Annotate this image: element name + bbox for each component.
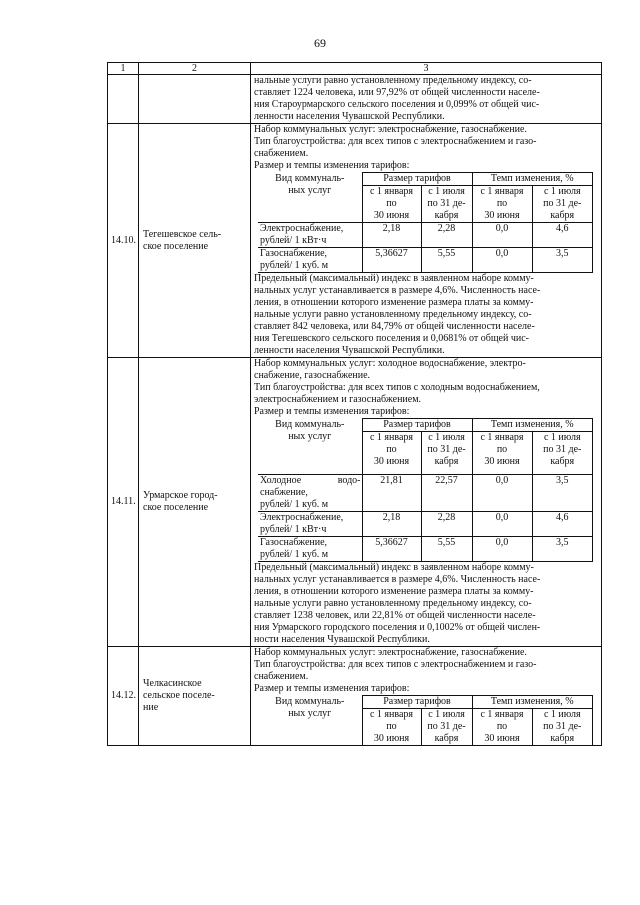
tariff-value: 2,28 [421,223,472,248]
row-number: 14.10. [108,124,139,358]
rate-change-header: Темп изменения, % [472,696,593,709]
tariff-table [258,172,593,273]
rate-value: 0,0 [472,512,532,537]
improvement-type-text: снабжением. [254,671,309,682]
services-set-text: Набор коммунальных услуг: электроснабжение, газоснабжение. [254,647,527,658]
rate-value: 4,6 [532,223,593,248]
name-line: Челкасинское [143,678,202,689]
period-header: с 1 июля по 31 де- кабря [421,186,472,223]
tariff-row [258,512,593,537]
continuation-name-cell [139,75,251,124]
service-name: Газоснабжение, рублей/ 1 куб. м [258,537,362,562]
period-header: с 1 января по 30 июня [362,186,421,223]
rate-value: 3,5 [532,248,593,273]
improvement-type-text: электроснабжением и газоснабжением. [254,394,422,405]
period-header: с 1 июля по 31 де- кабря [532,186,593,223]
tariff-value: 21,81 [362,475,421,512]
period-header: с 1 июля по 31 де- кабря [421,709,472,746]
settlement-row-14-12 [108,647,602,746]
name-line: Тегешевское сель- [143,228,222,240]
period-header: с 1 июля по 31 де- кабря [421,432,472,475]
page-number: 69 [314,36,326,50]
improvement-type-text: Тип благоустройства: для всех типов с электроснабжением и газо- [254,659,537,670]
settlement-row-14-11 [108,358,602,647]
improvement-type-text: снабжением. [254,148,309,159]
improvement-type-text: Тип благоустройства: для всех типов с холодным водоснабжением, [254,382,540,393]
settlement-name [139,358,251,647]
tariff-document-table [107,62,602,746]
tariff-value: 5,55 [421,248,472,273]
service-name: Электроснабжение, рублей/ 1 кВт·ч [258,512,362,537]
settlement-name [139,124,251,358]
text-line: ленности населения Чувашской Республики. [254,111,445,122]
improvement-type-text: Тип благоустройства: для всех типов с электроснабжением и газо- [254,136,537,147]
tariff-value: 2,28 [421,512,472,537]
tariff-row [258,475,593,512]
tariff-value: 22,57 [421,475,472,512]
service-type-header: Вид коммуналь- ных услуг [258,173,362,223]
settlement-details [251,647,602,746]
rate-value: 3,5 [532,475,593,512]
tariff-value: 2,18 [362,223,421,248]
tariff-table [258,695,593,746]
rate-value: 3,5 [532,537,593,562]
period-header: с 1 января по 30 июня [362,709,421,746]
period-header: с 1 июля по 31 де- кабря [532,432,593,475]
tariff-value: 2,18 [362,512,421,537]
tariff-heading-text: Размер и темпы изменения тарифов: [254,160,410,171]
settlement-details [251,358,602,647]
services-set-text: снабжение, газоснабжение. [254,370,371,381]
column-number-row [108,63,602,75]
rate-value: 0,0 [472,248,532,273]
period-header: с 1 января по 30 июня [362,432,421,475]
tariff-row [258,223,593,248]
name-line: сельское поселе- [143,690,215,701]
service-type-header: Вид коммуналь- ных услуг [258,419,362,475]
continuation-text [251,75,602,124]
service-name: Электроснабжение, рублей/ 1 кВт·ч [258,223,362,248]
rate-change-header: Темп изменения, % [472,173,593,186]
text-line: нальные услуги равно установленному предельному индексу, со- [254,75,532,86]
row-number: 14.11. [108,358,139,647]
settlement-name [139,647,251,746]
period-header: с 1 января по 30 июня [472,709,532,746]
settlement-row-14-10 [108,124,602,358]
tariff-value: 5,36627 [362,537,421,562]
tariff-size-header: Размер тарифов [362,696,472,709]
name-line: Урмарское город- [143,490,218,501]
text-line: ния Староурмарского сельского поселения и 0,099% от общей чис- [254,99,540,110]
name-line: ское поселение [143,502,209,513]
tariff-heading-text: Размер и темпы изменения тарифов: [254,406,410,417]
rate-value: 0,0 [472,223,532,248]
name-line: ское поселение [143,240,209,252]
services-set-text: Набор коммунальных услуг: электроснабжение, газоснабжение. [254,124,527,135]
index-paragraph: Предельный (максимальный) индекс в заявленном наборе комму- нальных услуг устанавливается в размере 4,6%. Численность насе- ления, в отношении которого изменение размера платы за комму- нальные услуги равно установленному предельному индексу, со- ставляет 842 человека, или 84,79% от общей численности населе- ния Тегешевского сельского поселения и 0,0681% от общей чис- ленности населения Чувашской Республики. [254,273,541,356]
col-number-1: 1 [108,63,139,75]
service-type-header: Вид коммуналь- ных услуг [258,696,362,746]
rate-value: 0,0 [472,537,532,562]
services-set-text: Набор коммунальных услуг: холодное водоснабжение, электро- [254,358,526,369]
rate-value: 0,0 [472,475,532,512]
index-paragraph: Предельный (максимальный) индекс в заявленном наборе комму- нальных услуг устанавливается в размере 4,6%. Численность насе- ления, в отношении которого изменение размера платы за комму- нальные услуги равно установленному предельному индексу, со- ставляет 1238 человек, или 22,81% от общей численности населе- ния Урмарского городского поселения и 0,1002% от общей числен- ности населения Чувашской Республики. [254,562,541,645]
tariff-value: 5,36627 [362,248,421,273]
continuation-num-cell [108,75,139,124]
period-header: с 1 января по 30 июня [472,432,532,475]
name-line: ние [143,702,159,713]
rate-value: 4,6 [532,512,593,537]
col-number-2: 2 [139,63,251,75]
row-number: 14.12. [108,647,139,746]
settlement-details [251,124,602,358]
tariff-value: 5,55 [421,537,472,562]
text-line: ставляет 1224 человека, или 97,92% от общей численности населе- [254,87,540,98]
period-header: с 1 января по 30 июня [472,186,532,223]
tariff-size-header: Размер тарифов [362,173,472,186]
service-name: Газоснабжение, рублей/ 1 куб. м [258,248,362,273]
rate-change-header: Темп изменения, % [472,419,593,432]
period-header: с 1 июля по 31 де- кабря [532,709,593,746]
continuation-row [108,75,602,124]
tariff-heading-text: Размер и темпы изменения тарифов: [254,683,410,694]
col-number-3: 3 [251,63,602,75]
tariff-row [258,248,593,273]
tariff-size-header: Размер тарифов [362,419,472,432]
tariff-table [258,418,593,562]
service-name: Холодное водо- снабжение, рублей/ 1 куб. м [260,475,361,510]
tariff-row [258,537,593,562]
